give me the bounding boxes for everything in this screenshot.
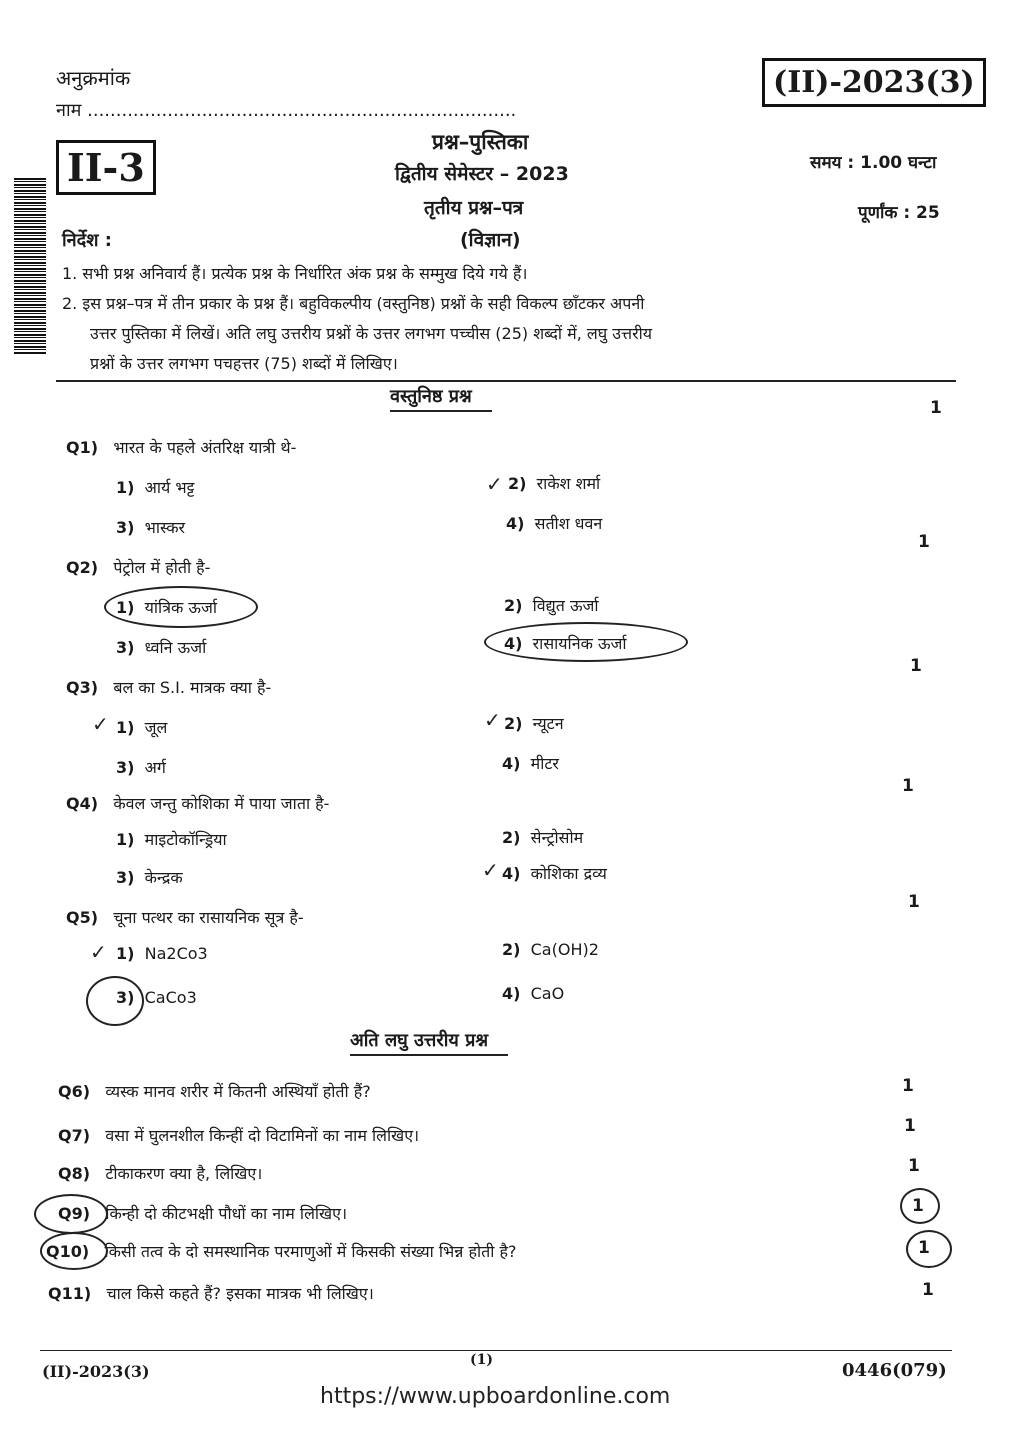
option: 1) यांत्रिक ऊर्जा	[116, 598, 217, 617]
subject: (विज्ञान)	[460, 229, 521, 251]
option: 4) सतीश धवन	[506, 514, 603, 533]
question-row	[58, 1162, 262, 1184]
option: 2) Ca(OH)2	[502, 940, 599, 959]
question-marks: 1	[908, 1156, 920, 1176]
answer-circle-icon	[40, 1232, 108, 1270]
question-number: Q11)	[48, 1284, 92, 1303]
watermark-url[interactable]: https://www.upboardonline.com	[320, 1384, 671, 1409]
question-text: भारत के पहले अंतरिक्ष यात्री थे-	[113, 438, 297, 457]
option: 4) कोशिका द्रव्य	[502, 864, 607, 883]
question-text: व्यस्क मानव शरीर में कितनी अस्थियाँ होती हैं?	[105, 1082, 371, 1101]
tick-mark-icon: ✓	[90, 940, 107, 964]
option: 2) राकेश शर्मा	[508, 474, 601, 493]
time-allowed: समय : 1.00 घन्टा	[810, 153, 937, 173]
option: 4) CaO	[502, 984, 565, 1003]
option: 3) केन्द्रक	[116, 868, 183, 887]
footer-divider	[40, 1350, 952, 1351]
option: 3) भास्कर	[116, 518, 186, 537]
option: 1) Na2Co3	[116, 944, 208, 963]
question-row	[66, 906, 304, 928]
instructions-heading: निर्देश :	[62, 230, 112, 251]
question-text: टीकाकरण क्या है, लिखिए।	[105, 1164, 263, 1183]
question-marks: 1	[930, 398, 942, 418]
answer-circle-icon	[34, 1194, 108, 1234]
option: 3) ध्वनि ऊर्जा	[116, 638, 207, 657]
question-text: पेट्रोल में होती है-	[113, 558, 211, 577]
option: 2) न्यूटन	[504, 714, 564, 733]
booklet-title: प्रश्न–पुस्तिका	[432, 130, 529, 154]
option: 3) CaCo3	[116, 988, 197, 1007]
question-marks: 1	[904, 1116, 916, 1136]
answer-circle-icon	[86, 976, 144, 1026]
question-text: केवल जन्तु कोशिका में पाया जाता है-	[113, 794, 330, 813]
semester: द्वितीय सेमेस्टर – 2023	[395, 163, 569, 185]
question-marks: 1	[912, 1196, 924, 1216]
footer-paper-code: (II)-2023(3)	[42, 1362, 150, 1381]
option: 3) अर्ग	[116, 758, 166, 777]
question-row	[58, 1124, 419, 1146]
question-text: चाल किसे कहते हैं? इसका मात्रक भी लिखिए।	[106, 1284, 374, 1303]
question-row	[48, 1282, 374, 1304]
tick-mark-icon: ✓	[92, 712, 109, 736]
question-marks: 1	[908, 892, 920, 912]
question-marks: 1	[910, 656, 922, 676]
marks-circle-icon	[900, 1188, 940, 1224]
paper-number: तृतीय प्रश्न–पत्र	[424, 197, 524, 219]
answer-circle-icon	[484, 622, 688, 662]
question-number: Q4)	[66, 794, 99, 813]
instruction-line: 1. सभी प्रश्न अनिवार्य हैं। प्रत्येक प्रश्न के निर्धारित अंक प्रश्न के सम्मुख दिये गये हैं।	[62, 264, 528, 283]
option: 1) जूल	[116, 718, 168, 737]
divider	[56, 380, 956, 382]
section-objective-heading: वस्तुनिष्ठ प्रश्न	[390, 384, 492, 412]
barcode	[14, 178, 46, 354]
footer-booklet-code: 0446(079)	[842, 1360, 947, 1381]
question-text: वसा में घुलनशील किन्हीं दो विटामिनों का नाम लिखिए।	[105, 1126, 420, 1145]
question-text: किन्ही दो कीटभक्षी पौधों का नाम लिखिए।	[105, 1204, 348, 1223]
question-number: Q9)	[58, 1204, 91, 1223]
question-number: Q2)	[66, 558, 99, 577]
question-number: Q10)	[46, 1242, 90, 1261]
option: 2) विद्युत ऊर्जा	[504, 596, 599, 615]
question-number: Q8)	[58, 1164, 91, 1183]
question-marks: 1	[918, 1238, 930, 1258]
page-number: (1)	[470, 1352, 493, 1368]
tick-mark-icon: ✓	[482, 858, 499, 882]
question-text: किसी तत्व के दो समस्थानिक परमाणुओं में किसकी संख्या भिन्न होती है?	[104, 1242, 517, 1261]
tick-mark-icon: ✓	[486, 472, 503, 496]
answer-circle-icon	[104, 586, 258, 628]
option: 1) माइटोकॉन्ड्रिया	[116, 830, 227, 849]
marks-circle-icon	[906, 1230, 952, 1268]
section-short-heading: अति लघु उत्तरीय प्रश्न	[350, 1028, 508, 1056]
option: 4) रासायनिक ऊर्जा	[504, 634, 627, 653]
instruction-line: उत्तर पुस्तिका में लिखें। अति लघु उत्तरीय प्रश्नों के उत्तर लगभग पच्चीस (25) शब्दों में, लघु उत्तरीय	[90, 324, 653, 343]
name-label: नाम ...........................................................................	[56, 100, 517, 121]
roll-number-label: अनुक्रमांक	[56, 66, 131, 90]
question-row	[66, 676, 271, 698]
question-marks: 1	[902, 776, 914, 796]
paper-code-box: (II)-2023(3)	[762, 58, 986, 107]
instruction-line: 2. इस प्रश्न–पत्र में तीन प्रकार के प्रश्न हैं। बहुविकल्पीय (वस्तुनिष्ठ) प्रश्नों के सही विकल्प छाँटकर अपनी	[62, 294, 645, 313]
question-row	[66, 792, 329, 814]
question-marks: 1	[918, 532, 930, 552]
tick-mark-icon: ✓	[484, 708, 501, 732]
instruction-line: प्रश्नों के उत्तर लगभग पचहत्तर (75) शब्दों में लिखिए।	[90, 354, 398, 373]
class-box: II-3	[56, 140, 156, 195]
question-number: Q3)	[66, 678, 99, 697]
question-number: Q1)	[66, 438, 99, 457]
question-number: Q7)	[58, 1126, 91, 1145]
question-number: Q6)	[58, 1082, 91, 1101]
full-marks: पूर्णांक : 25	[858, 203, 940, 223]
question-row	[66, 436, 296, 458]
question-marks: 1	[902, 1076, 914, 1096]
question-marks: 1	[922, 1280, 934, 1300]
question-text: बल का S.I. मात्रक क्या है-	[113, 678, 272, 697]
question-row	[66, 556, 210, 578]
question-row	[58, 1080, 371, 1102]
option: 1) आर्य भट्ट	[116, 478, 195, 497]
question-number: Q5)	[66, 908, 99, 927]
option: 2) सेन्ट्रोसोम	[502, 828, 584, 847]
question-text: चूना पत्थर का रासायनिक सूत्र है-	[113, 908, 304, 927]
question-row	[46, 1240, 516, 1262]
option: 4) मीटर	[502, 754, 559, 773]
